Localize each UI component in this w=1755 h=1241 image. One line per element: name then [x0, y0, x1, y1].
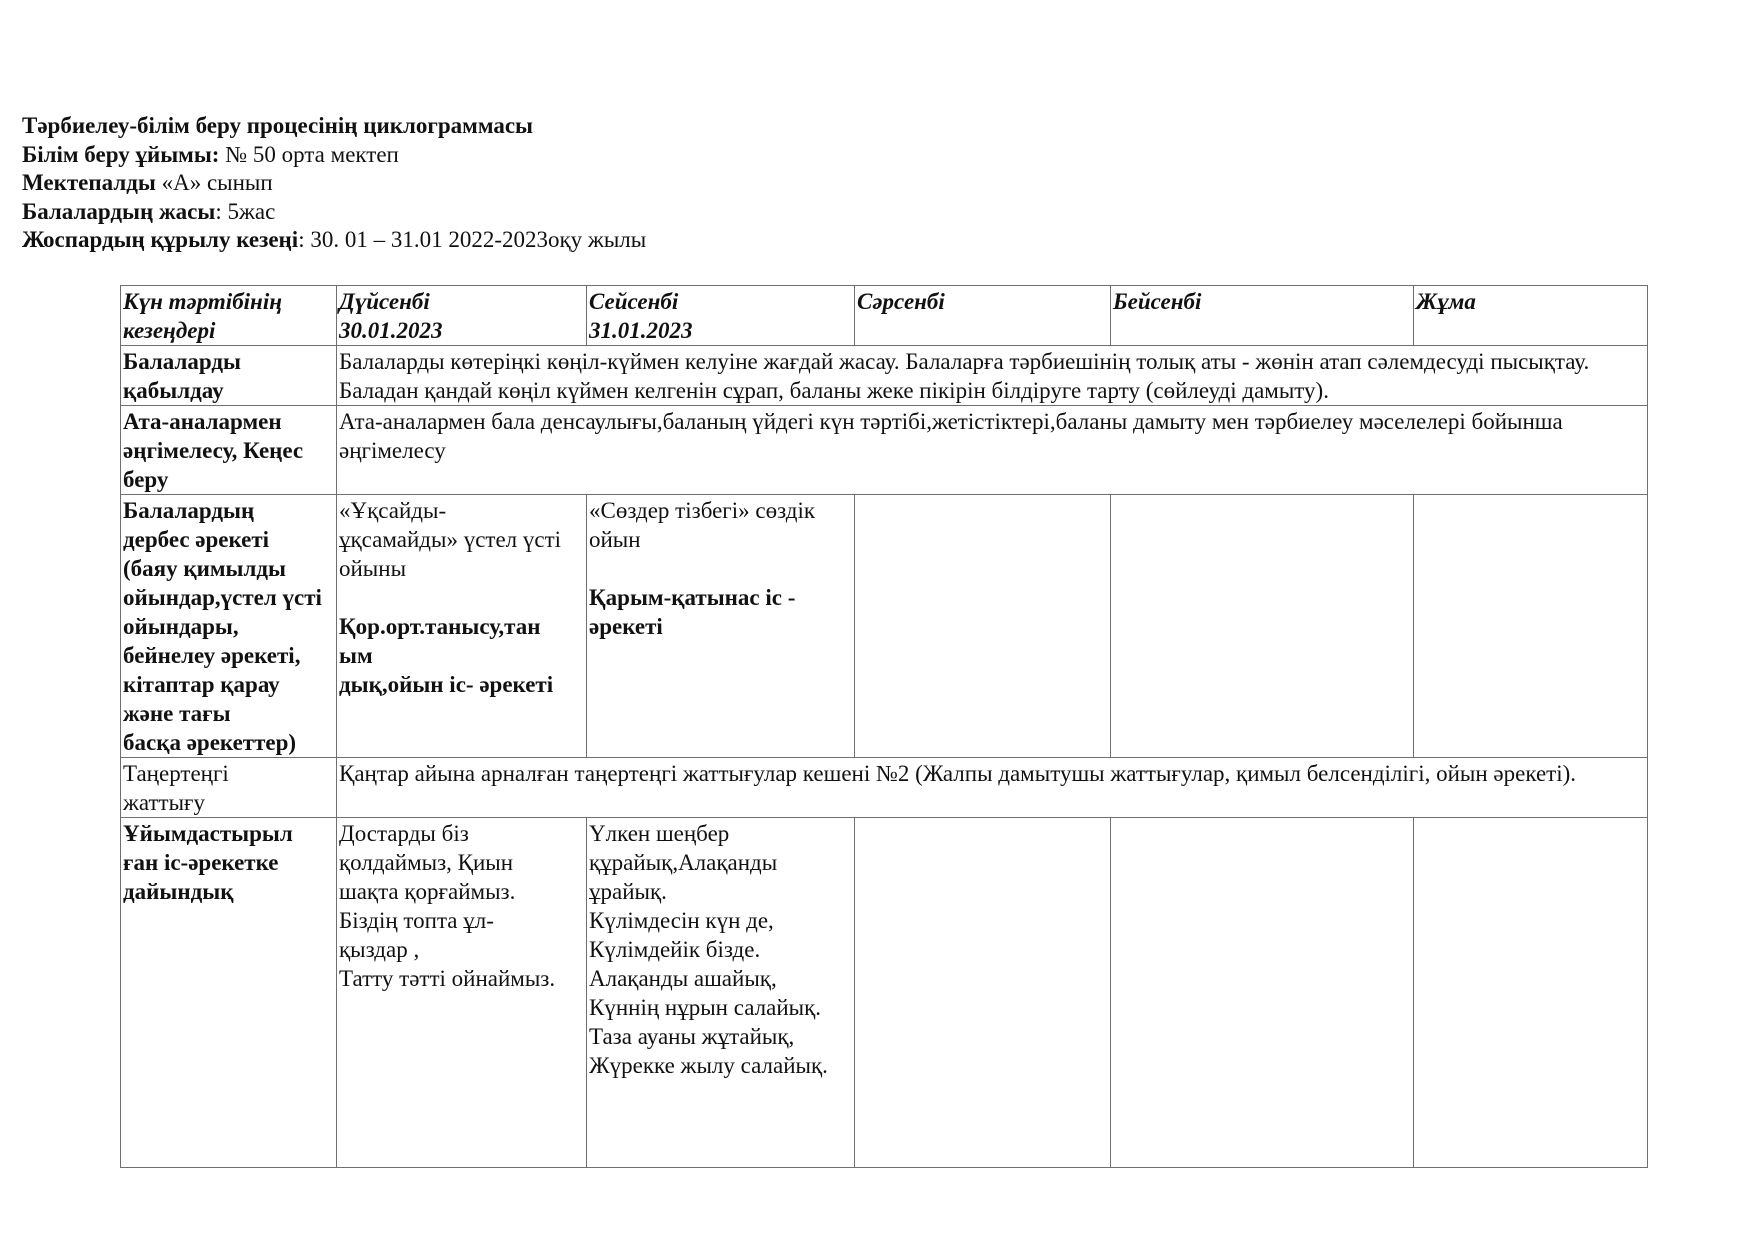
age-label: Балалардың жасы [22, 198, 216, 224]
prep-friday [1414, 818, 1648, 1168]
age-line [22, 198, 646, 227]
table-row [121, 346, 1648, 406]
row-label-prep: Ұйымдастырыл ған іс-әрекетке дайындық [121, 818, 337, 1168]
period-value: : 30. 01 – 31.01 2022-2023оқу жылы [298, 227, 647, 252]
table-row [121, 495, 1648, 758]
prep-tuesday: Үлкен шеңбер құрайық,Алақанды ұрайық. Күлімдесін күн де, Күлімдейік бізде. Алақанды ашайық, Күннің нұрын салайық. Таза ауаны жұтайық, Жүрекке жылу салайық. [587, 818, 855, 1168]
tuesday-game-text: «Сөздер тізбегі» сөздік ойын [589, 498, 816, 552]
header-stage: Күн тәртібінің кезеңдері [121, 286, 337, 346]
organization-value: № 50 орта мектеп [219, 141, 399, 167]
class-value: «А» сынып [155, 170, 273, 195]
parents-text: Ата-аналармен бала денсаулығы,баланың үйдегі күн тәртібі,жетістіктері,баланы дамыту мен тәрбиелеу мәселелері бойынша әңгімелесу [337, 406, 1648, 495]
organization-label: Білім беру ұйымы: [22, 141, 220, 167]
class-line [22, 169, 646, 198]
period-label: Жоспардың құрылу кезеңі [22, 227, 299, 252]
independent-thursday [1111, 495, 1414, 758]
row-label-independent: Балалардың дербес әрекеті (баяу қимылды ойындар,үстел үсті ойындары, бейнелеу әрекеті, кітаптар қарау және тағы басқа әрекеттер) [121, 495, 337, 758]
prep-wednesday [855, 818, 1111, 1168]
prep-monday: Достарды біз қолдаймыз, Қиын шақта қорғаймыз. Біздің топта ұл- қыздар , Татту тәтті ойнаймыз. [337, 818, 587, 1168]
table-row [121, 818, 1648, 1168]
period-line [22, 226, 646, 255]
independent-monday [337, 495, 587, 758]
header-tuesday: Сейсенбі 31.01.2023 [587, 286, 855, 346]
morning-text: Қаңтар айына арналған таңертеңгі жаттығулар кешені №2 (Жалпы дамытушы жаттығулар, қимыл белсенділігі, ойын әрекеті). [337, 758, 1648, 818]
row-label-morning: Таңертеңгі жаттығу [121, 758, 337, 818]
header-wednesday: Сәрсенбі [855, 286, 1111, 346]
header-monday: Дүйсенбі 30.01.2023 [337, 286, 587, 346]
independent-friday [1414, 495, 1648, 758]
header-friday: Жұма [1414, 286, 1648, 346]
table-row [121, 406, 1648, 495]
header-thursday: Бейсенбі [1111, 286, 1414, 346]
reception-text: Балаларды көтеріңкі көңіл-күймен келуіне жағдай жасау. Балаларға тәрбиешінің толық аты - жөнін атап сәлемдесуді пысықтау. Баладан қандай көңіл күймен келгенін сұрап, баланы жеке пікірін білдіруге тарту (сөйлеуді дамыту). [337, 346, 1648, 406]
document-title: Тәрбиелеу-білім беру процесінің циклограммасы [22, 113, 534, 138]
organization-line [22, 141, 646, 170]
independent-tuesday [587, 495, 855, 758]
class-label: Мектепалды [22, 170, 156, 195]
monday-game-text: «Ұқсайды- ұқсамайды» үстел үсті ойыны [339, 498, 562, 581]
tuesday-area-text: Қарым-қатынас іс - әрекеті [589, 585, 796, 639]
row-label-reception: Балаларды қабылдау [121, 346, 337, 406]
age-value: : 5жас [215, 198, 276, 224]
cyclogram-table [120, 285, 1648, 1168]
document-header [22, 112, 646, 255]
table-header-row [121, 286, 1648, 346]
table-row [121, 758, 1648, 818]
independent-wednesday [855, 495, 1111, 758]
row-label-parents: Ата-аналармен әңгімелесу, Кеңес беру [121, 406, 337, 495]
monday-area-text: Қор.орт.танысу,тан ым дық,ойын іс- әрекеті [339, 614, 554, 697]
prep-thursday [1111, 818, 1414, 1168]
